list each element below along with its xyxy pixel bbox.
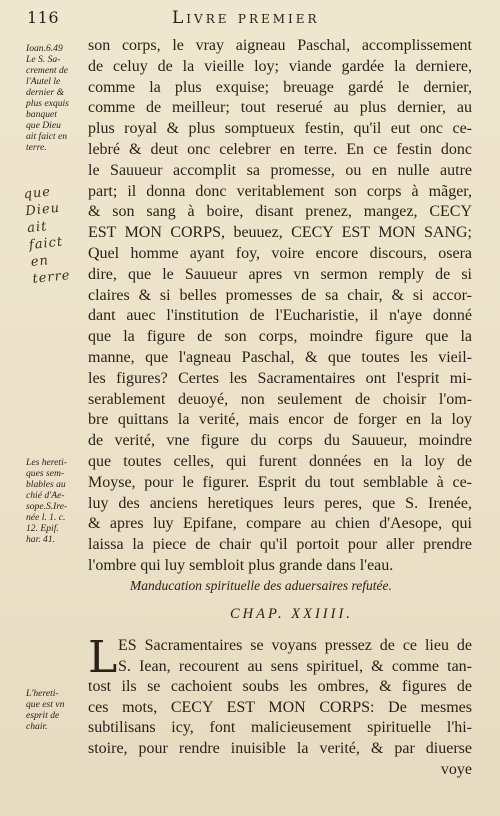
margin-line: har. 41. (26, 534, 56, 545)
chapter-heading: CHAP. XXIIII. (230, 606, 353, 622)
body-line: plus royal & plus somptueux festin, qu'il eut onc ce- (88, 120, 472, 138)
chapter-line: tost ils se cachoient soubs les ombres, & figures de (88, 678, 472, 696)
margin-line: née l. 1. c. (26, 512, 66, 523)
handwritten-line: en (30, 253, 50, 270)
chapter-line: stoire, pour rendre inuisible la verité, & par diuerse (88, 739, 472, 757)
margin-line: banquet (26, 109, 57, 120)
body-line: comme la plus exquise; breuage gardé le dernier, (88, 78, 472, 96)
body-line: serablement deuoyé, non seulement de choisir l'om- (88, 390, 472, 408)
margin-line: Ioan.6.49 (26, 43, 63, 54)
body-line: comme de meilleur; tout reserué au plus dernier, au (88, 99, 472, 117)
body-line: que toutes celles, qui furent données en la loy de (88, 452, 472, 470)
body-line: dire, que le Sauueur apres vn sermon remply de si (88, 265, 472, 283)
margin-line: l'Autel le (26, 76, 61, 87)
chapter-text (88, 632, 472, 780)
body-line: lebré & deut onc celebrer en terre. En ce festin donc (88, 140, 472, 158)
margin-note-2 (26, 457, 86, 545)
margin-line: Le S. Sa- (26, 54, 61, 65)
body-line: l'ombre qui luy sembloit plus grande dans l'eau. (88, 556, 394, 574)
body-line: laissa la piece de chair qu'il portoit pour aller prendre (88, 536, 472, 554)
margin-note-3 (26, 688, 86, 732)
body-line: Quel homme ayant foy, voire encore discours, osera (88, 244, 472, 262)
margin-line: 12. Epif. (26, 523, 59, 534)
body-line: le Sauueur accomplit sa promesse, ou en nulle autre (88, 161, 472, 179)
handwritten-line: terre (31, 267, 72, 287)
body-line: de verité, vne figure du corps du Sauueur, moindre (88, 432, 472, 450)
margin-line: terre. (26, 142, 47, 153)
margin-line: crement de (26, 65, 68, 76)
margin-line: plus exquis (26, 98, 69, 109)
body-text (88, 36, 472, 577)
body-line: de celuy de la vieille loy; viande gardée la derniere, (88, 57, 472, 75)
chapter-line: S. Iean, recourent au sens spirituel, & comme tan- (118, 657, 472, 675)
margin-line: L'hereti- (26, 688, 59, 699)
margin-line: que est vn (26, 699, 65, 710)
margin-line: ait faict en (26, 131, 68, 142)
margin-line: Les hereti- (26, 457, 67, 468)
running-title: Livre premier (172, 8, 320, 28)
margin-line: que Dieu (26, 120, 61, 131)
margin-line: ques sem- (26, 468, 65, 479)
handwritten-line: ait (26, 219, 49, 237)
chapter-line: voye (440, 760, 472, 778)
margin-line: esprit de (26, 710, 60, 721)
body-line: part; il donna donc veritablement son corps à mãger, (88, 182, 472, 200)
body-line: EST MON CORPS, beuuez, CECY EST MON SANG; (88, 224, 472, 242)
body-line: manne, que l'agneau Paschal, & que toutes les vieil- (88, 348, 472, 366)
body-line: luy des anciens heretiques leurs peres, que S. Irenée, (88, 494, 472, 512)
page-number: 116 (27, 8, 60, 27)
body-line: les figures? Certes les Sacramentaires ont l'esprit mi- (88, 369, 472, 387)
chapter-line: ES Sacramentaires se voyans pressez de ce lieu de (118, 637, 472, 654)
handwritten-line: que (22, 184, 52, 203)
body-line: bre quittans la verité, mais encor de forger en la loy (88, 411, 472, 429)
margin-note-1 (26, 43, 86, 153)
body-line: & apres luy Epifane, compare au chien d'Aesope, qui (88, 515, 472, 533)
drop-cap: L (88, 632, 118, 683)
body-line: claires & si belles promesses de sa chair, & si accor- (88, 286, 472, 304)
handwritten-line: Dieu (24, 200, 61, 220)
body-line: & son sang à boire, disant prenez, mangez, CECY (88, 203, 472, 221)
body-line: dant auec l'institution de l'Eucharistie, il n'aye donné (88, 307, 472, 325)
margin-line: dernier & (26, 87, 65, 98)
chapter-line: ces mots, CECY EST MON CORPS: De mesmes (88, 698, 472, 716)
handwritten-line: faict (28, 234, 64, 254)
margin-line: chair. (26, 721, 48, 732)
margin-line: sope.S.Ire- (26, 501, 68, 512)
margin-line: chié d'Ae- (26, 490, 65, 501)
section-title: Manducation spirituelle des aduersaires refutée. (130, 578, 392, 593)
handwritten-annotation (23, 180, 93, 288)
page-header (0, 8, 500, 32)
body-line: son corps, le vray aigneau Paschal, accomplissement (88, 37, 472, 54)
chapter-line: subtilisans icy, font malicieusement spirituelle l'hi- (88, 719, 472, 737)
body-line: Moyse, pour le figurer. Esprit du tout semblable à ce- (88, 473, 472, 491)
margin-line: blables au (26, 479, 66, 490)
body-line: que la figure de son corps, moindre figure que la (88, 328, 472, 346)
